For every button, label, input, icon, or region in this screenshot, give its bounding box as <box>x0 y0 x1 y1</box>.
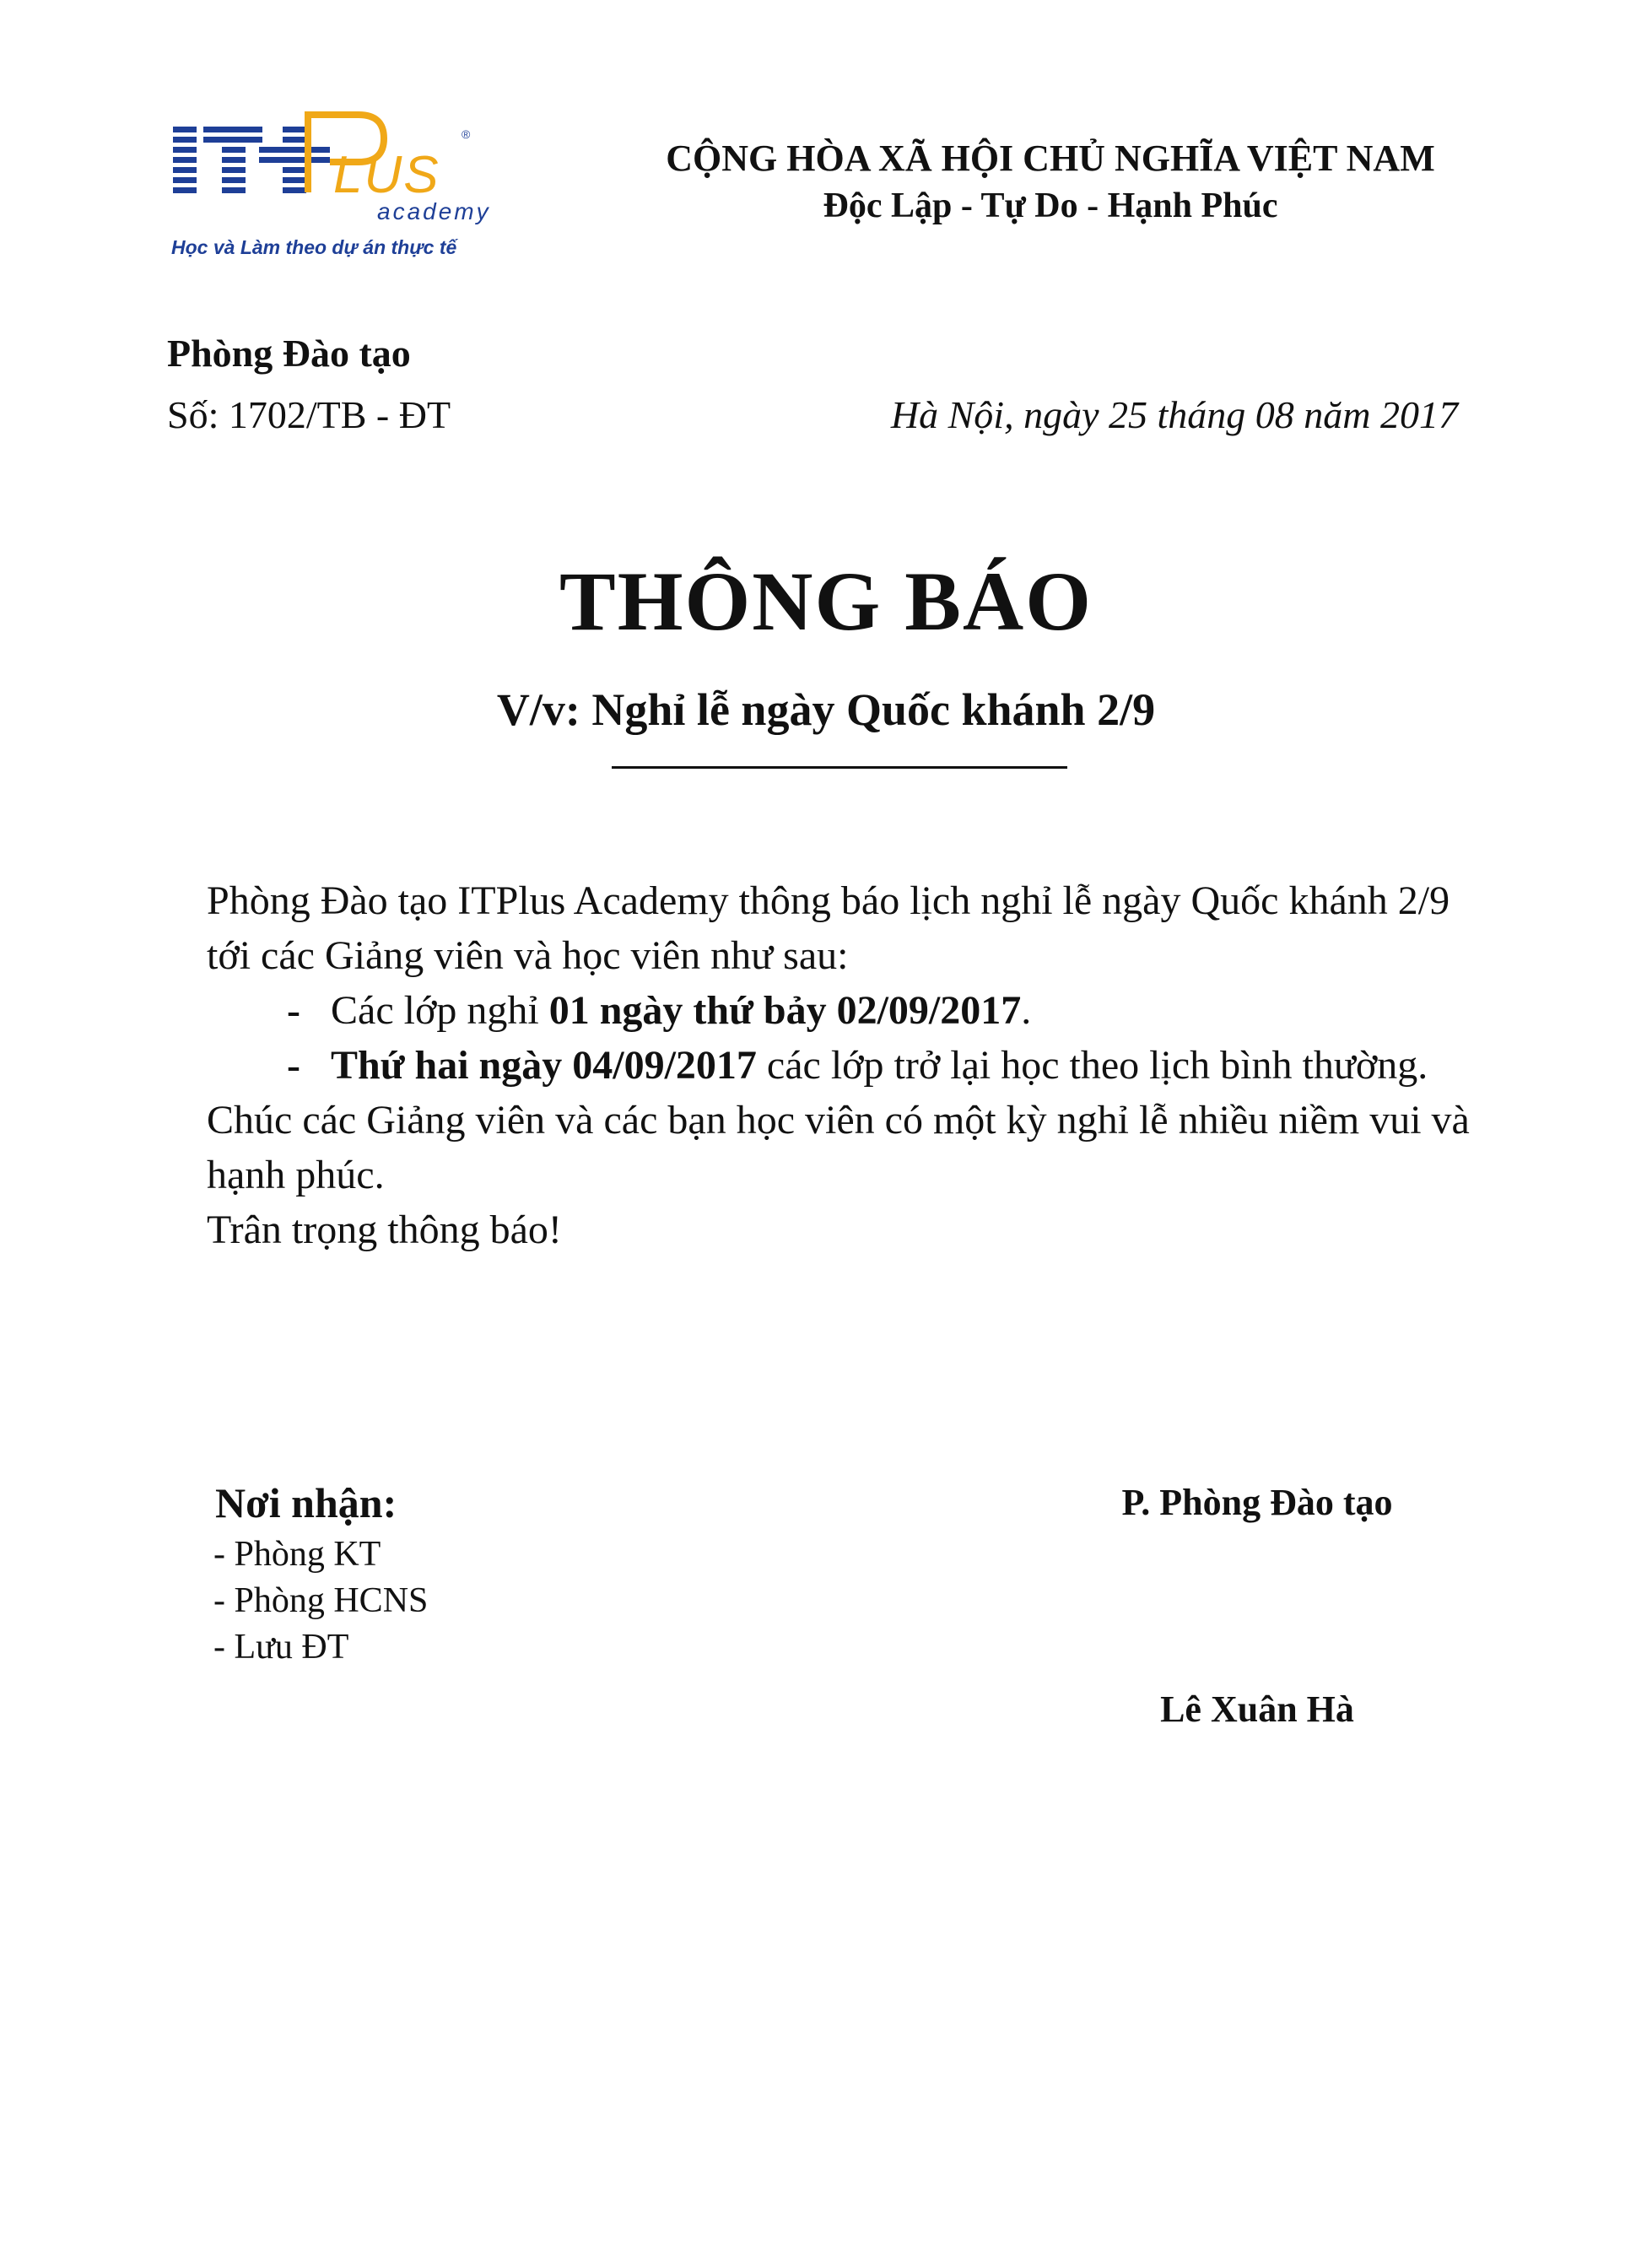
bullet-bold: 01 ngày thứ bảy 02/09/2017 <box>548 988 1022 1033</box>
logo-tagline: Học và Làm theo dự án thực tế <box>171 236 457 258</box>
svg-text:®: ® <box>462 127 471 141</box>
document-number: Số: 1702/TB - ĐT <box>167 393 451 436</box>
closing-line: Trân trọng thông báo! <box>207 1207 562 1252</box>
signer-title: P. Phòng Đào tạo <box>1121 1482 1393 1523</box>
bullet-post: . <box>1021 988 1032 1033</box>
bullet-dash: - <box>287 988 300 1033</box>
recipient-item: - Phòng KT <box>213 1535 381 1574</box>
bullet-pre: Các lớp nghỉ <box>331 988 549 1033</box>
recipient-item: - Phòng HCNS <box>213 1581 429 1620</box>
document-subject: V/v: Nghỉ lễ ngày Quốc khánh 2/9 <box>496 684 1156 735</box>
bullet-item-1 <box>207 983 1472 1038</box>
signer-name: Lê Xuân Hà <box>1160 1688 1354 1730</box>
recipients-list <box>213 1532 428 1671</box>
department-name: Phòng Đào tạo <box>167 332 411 375</box>
svg-text:LUS: LUS <box>333 146 440 204</box>
national-title: CỘNG HÒA XÃ HỘI CHỦ NGHĨA VIỆT NAM <box>666 138 1435 179</box>
title-underline <box>612 766 1067 769</box>
itplus-logo-mark <box>165 110 502 236</box>
bullet-dash: - <box>287 1043 300 1088</box>
intro-paragraph: Phòng Đào tạo ITPlus Academy thông báo lịch nghỉ lễ ngày Quốc khánh 2/9 tới các Giảng viên và học viên như sau: <box>207 878 1450 978</box>
national-motto: Độc Lập - Tự Do - Hạnh Phúc <box>823 186 1278 225</box>
bullet-bold: Thứ hai ngày 04/09/2017 <box>331 1043 757 1088</box>
notice-body <box>207 873 1472 1257</box>
recipient-item: - Lưu ĐT <box>213 1628 349 1667</box>
svg-text:academy: academy <box>377 198 491 224</box>
document-date: Hà Nội, ngày 25 tháng 08 năm 2017 <box>890 393 1458 436</box>
wish-paragraph: Chúc các Giảng viên và các bạn học viên có một kỳ nghỉ lễ nhiều niềm vui và hạnh phúc. <box>207 1098 1470 1197</box>
itplus-logo <box>165 110 502 278</box>
bullet-item-2 <box>207 1038 1472 1093</box>
recipients-title: Nơi nhận: <box>215 1479 397 1526</box>
bullet-post: các lớp trở lại học theo lịch bình thường. <box>756 1043 1428 1088</box>
bullet-text <box>287 983 1031 1038</box>
national-header <box>607 135 1493 230</box>
document-title: THÔNG BÁO <box>559 554 1093 648</box>
bullet-text <box>207 1038 1428 1093</box>
